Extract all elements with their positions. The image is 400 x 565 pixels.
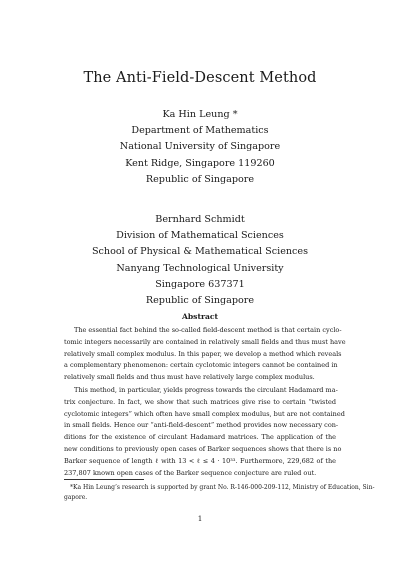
affiliation-division: Division of Mathematical Sciences (116, 230, 284, 242)
author-name: Ka Hin Leung * (162, 109, 238, 120)
abstract-paragraph-2 (64, 385, 345, 479)
abstract-line: in small fields. Hence our “anti-field-descent” method provides now necessary con- (64, 421, 339, 430)
abstract-line: 237,807 known open cases of the Barker sequence conjecture are ruled out. (64, 468, 317, 477)
affiliation-school: School of Physical & Mathematical Sciences (91, 246, 309, 258)
footnote-line: *Ka Hin Leung’s research is supported by grant No. R-146-000-209-112, Ministry of Education, Sin- (70, 484, 375, 491)
page-number: 1 (197, 514, 203, 523)
footnote (64, 483, 375, 502)
affiliation-address: Singapore 637371 (155, 278, 245, 290)
author-name: Bernhard Schmidt (155, 214, 245, 225)
affiliation-country: Republic of Singapore (145, 295, 255, 307)
abstract-line: ditions for the existence of circulant Hadamard matrices. The application of the (64, 433, 336, 442)
affiliation-institution: National University of Singapore (119, 141, 281, 153)
affiliation-department: Department of Mathematics (131, 125, 269, 137)
affiliation-address: Kent Ridge, Singapore 119260 (125, 157, 275, 169)
abstract-paragraph-1 (64, 325, 346, 384)
footnote-line: gapore. (64, 493, 88, 501)
abstract-line: Barker sequence of length ℓ with 13 < ℓ ≤ 4 · 10³³. Furthermore, 229,682 of the (64, 456, 336, 465)
abstract-line: tomic integers necessarily are contained in relatively small fields and thus must have (64, 337, 346, 346)
paper-title: The Anti-Field-Descent Method (83, 70, 317, 86)
affiliation-institution: Nanyang Technological University (116, 262, 284, 274)
abstract-line: The essential fact behind the so-called field-descent method is that certain cyclo- (74, 326, 342, 334)
abstract-line: relatively small fields and thus must have relatively large complex modulus. (64, 373, 315, 382)
author-affiliation-2 (0, 212, 400, 309)
footnote-rule (64, 479, 144, 480)
affiliation-country: Republic of Singapore (145, 173, 255, 185)
author-affiliation-1 (0, 107, 400, 188)
abstract-line: new conditions to previously open cases of Barker sequences shows that there is no (64, 444, 342, 453)
abstract-line: This method, in particular, yields progress towards the circulant Hadamard ma- (74, 386, 338, 394)
abstract-line: cyclotomic integers” which often have small complex modulus, but are not contained (64, 409, 345, 418)
abstract-line: relatively small complex modulus. In this paper, we develop a method which reveals (64, 349, 342, 358)
abstract-line: a complementary phenomenon: certain cyclotomic integers cannot be contained in (64, 361, 338, 370)
abstract-line: trix conjecture. In fact, we show that such matrices give rise to certain “twisted (64, 397, 336, 406)
abstract-heading: Abstract (181, 312, 219, 321)
